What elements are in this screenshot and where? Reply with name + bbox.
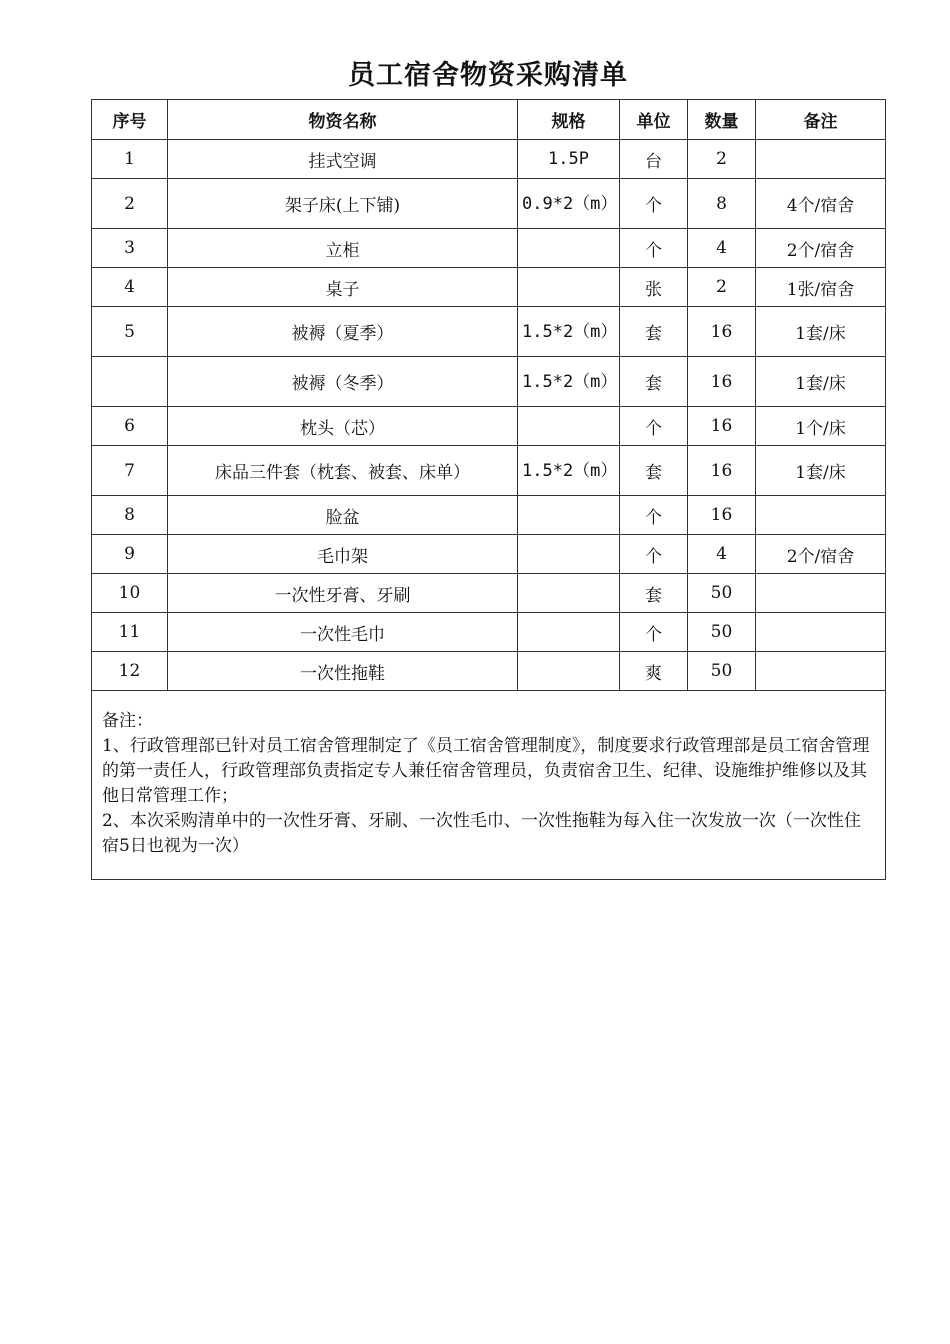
cell-remark bbox=[756, 496, 886, 535]
table-row bbox=[92, 179, 886, 229]
cell-unit: 套 bbox=[620, 357, 688, 407]
page-title: 员工宿舍物资采购清单 bbox=[348, 60, 628, 91]
table-row bbox=[92, 652, 886, 691]
cell-name: 床品三件套（枕套、被套、床单） bbox=[168, 446, 518, 496]
cell-qty: 16 bbox=[688, 446, 756, 496]
cell-spec: 1.5*2（m） bbox=[518, 357, 620, 407]
cell-index: 5 bbox=[92, 307, 168, 357]
cell-spec bbox=[518, 535, 620, 574]
cell-unit: 个 bbox=[620, 407, 688, 446]
cell-qty: 50 bbox=[688, 574, 756, 613]
table-row bbox=[92, 407, 886, 446]
cell-spec bbox=[518, 574, 620, 613]
cell-qty: 16 bbox=[688, 307, 756, 357]
cell-unit: 台 bbox=[620, 140, 688, 179]
cell-spec: 0.9*2（m） bbox=[518, 179, 620, 229]
cell-name: 枕头（芯） bbox=[168, 407, 518, 446]
cell-remark: 1套/床 bbox=[756, 307, 886, 357]
cell-name: 桌子 bbox=[168, 268, 518, 307]
cell-spec bbox=[518, 652, 620, 691]
cell-name: 一次性牙膏、牙刷 bbox=[168, 574, 518, 613]
table-row bbox=[92, 307, 886, 357]
cell-remark bbox=[756, 652, 886, 691]
cell-qty: 50 bbox=[688, 652, 756, 691]
table-row bbox=[92, 535, 886, 574]
notes-line-1: 1、行政管理部已针对员工宿舍管理制定了《员工宿舍管理制度》，制度要求行政管理部是员工宿舍管理的第一责任人，行政管理部负责指定专人兼任宿舍管理员，负责宿舍卫生、纪律、设施维护维修以及其他日常管理工作； bbox=[102, 736, 870, 806]
cell-unit: 个 bbox=[620, 535, 688, 574]
cell-index: 3 bbox=[92, 229, 168, 268]
header-name: 物资名称 bbox=[168, 100, 518, 140]
cell-unit: 个 bbox=[620, 179, 688, 229]
cell-spec: 1.5*2（m） bbox=[518, 446, 620, 496]
cell-qty: 50 bbox=[688, 613, 756, 652]
cell-unit: 爽 bbox=[620, 652, 688, 691]
cell-unit: 张 bbox=[620, 268, 688, 307]
cell-spec bbox=[518, 407, 620, 446]
cell-index: 4 bbox=[92, 268, 168, 307]
table-header-row bbox=[92, 100, 886, 140]
cell-index: 11 bbox=[92, 613, 168, 652]
cell-remark bbox=[756, 140, 886, 179]
cell-remark: 1个/床 bbox=[756, 407, 886, 446]
cell-remark: 1套/床 bbox=[756, 357, 886, 407]
cell-index: 6 bbox=[92, 407, 168, 446]
cell-unit: 套 bbox=[620, 446, 688, 496]
cell-remark: 1张/宿舍 bbox=[756, 268, 886, 307]
cell-index: 12 bbox=[92, 652, 168, 691]
table-row bbox=[92, 446, 886, 496]
cell-name: 脸盆 bbox=[168, 496, 518, 535]
cell-qty: 16 bbox=[688, 357, 756, 407]
cell-remark bbox=[756, 574, 886, 613]
cell-spec bbox=[518, 496, 620, 535]
cell-qty: 4 bbox=[688, 229, 756, 268]
cell-name: 挂式空调 bbox=[168, 140, 518, 179]
cell-remark: 4个/宿舍 bbox=[756, 179, 886, 229]
header-qty: 数量 bbox=[688, 100, 756, 140]
header-unit: 单位 bbox=[620, 100, 688, 140]
cell-spec: 1.5P bbox=[518, 140, 620, 179]
cell-qty: 4 bbox=[688, 535, 756, 574]
table-row bbox=[92, 496, 886, 535]
header-spec: 规格 bbox=[518, 100, 620, 140]
cell-name: 被褥（夏季） bbox=[168, 307, 518, 357]
cell-remark: 2个/宿舍 bbox=[756, 535, 886, 574]
cell-name: 毛巾架 bbox=[168, 535, 518, 574]
cell-name: 架子床(上下铺) bbox=[168, 179, 518, 229]
cell-spec bbox=[518, 229, 620, 268]
cell-index: 9 bbox=[92, 535, 168, 574]
table-row bbox=[92, 229, 886, 268]
table-row bbox=[92, 357, 886, 407]
cell-index: 7 bbox=[92, 446, 168, 496]
cell-unit: 个 bbox=[620, 229, 688, 268]
cell-remark bbox=[756, 613, 886, 652]
cell-index: 2 bbox=[92, 179, 168, 229]
cell-index: 8 bbox=[92, 496, 168, 535]
cell-qty: 16 bbox=[688, 496, 756, 535]
cell-index: 1 bbox=[92, 140, 168, 179]
table-row bbox=[92, 574, 886, 613]
notes-label: 备注： bbox=[102, 711, 153, 731]
cell-unit: 个 bbox=[620, 613, 688, 652]
header-remark: 备注 bbox=[756, 100, 886, 140]
cell-unit: 套 bbox=[620, 574, 688, 613]
cell-unit: 套 bbox=[620, 307, 688, 357]
cell-name: 被褥（冬季） bbox=[168, 357, 518, 407]
cell-name: 立柜 bbox=[168, 229, 518, 268]
header-index: 序号 bbox=[92, 100, 168, 140]
notes-cell bbox=[92, 691, 886, 880]
table-row bbox=[92, 140, 886, 179]
cell-remark: 2个/宿舍 bbox=[756, 229, 886, 268]
cell-spec bbox=[518, 268, 620, 307]
cell-spec: 1.5*2（m） bbox=[518, 307, 620, 357]
cell-qty: 16 bbox=[688, 407, 756, 446]
cell-spec bbox=[518, 613, 620, 652]
notes-row bbox=[92, 691, 886, 880]
cell-index: 10 bbox=[92, 574, 168, 613]
cell-index bbox=[92, 357, 168, 407]
cell-qty: 2 bbox=[688, 268, 756, 307]
cell-name: 一次性毛巾 bbox=[168, 613, 518, 652]
cell-name: 一次性拖鞋 bbox=[168, 652, 518, 691]
table-row bbox=[92, 613, 886, 652]
purchase-table bbox=[91, 99, 886, 880]
cell-qty: 8 bbox=[688, 179, 756, 229]
notes-line-2: 2、本次采购清单中的一次性牙膏、牙刷、一次性毛巾、一次性拖鞋为每入住一次发放一次（一次性住宿5日也视为一次） bbox=[102, 811, 861, 856]
cell-qty: 2 bbox=[688, 140, 756, 179]
cell-remark: 1套/床 bbox=[756, 446, 886, 496]
cell-unit: 个 bbox=[620, 496, 688, 535]
table-row bbox=[92, 268, 886, 307]
